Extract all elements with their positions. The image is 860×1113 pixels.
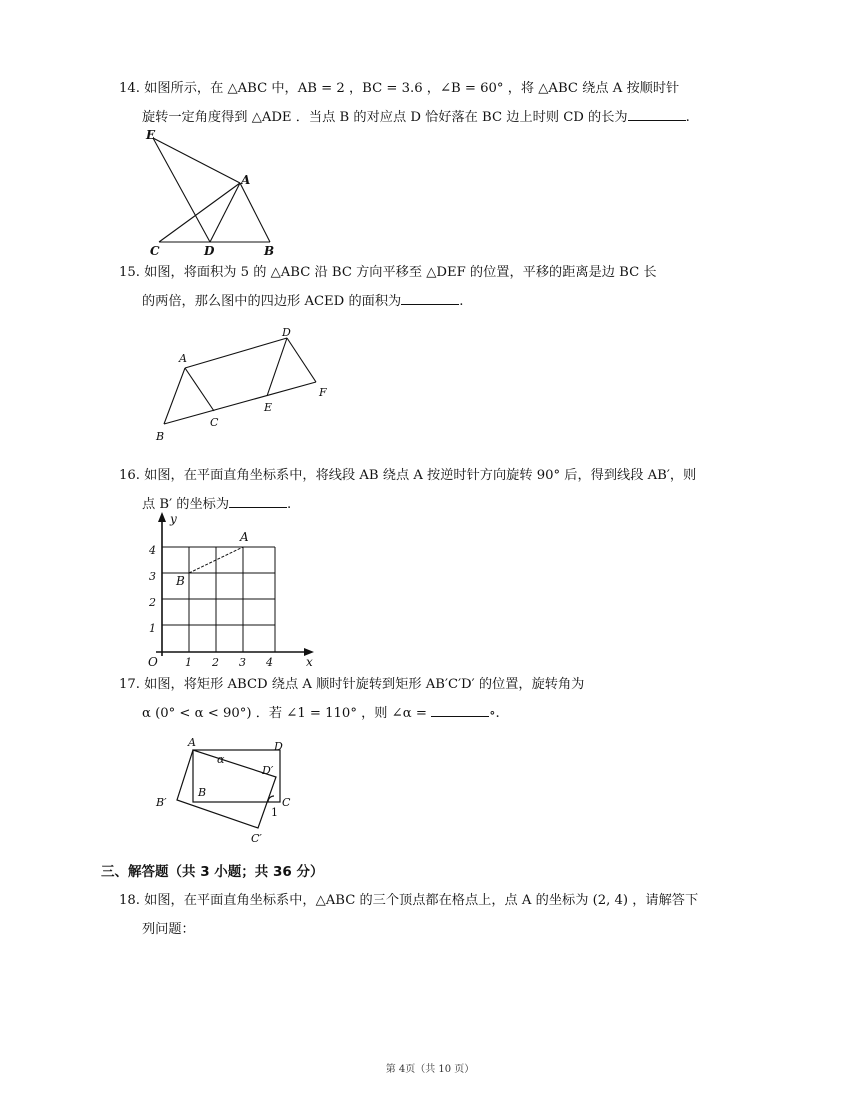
q17-label-b: B bbox=[198, 786, 207, 799]
q16-coordinate-grid bbox=[140, 508, 325, 673]
q16-y-axis-label: y bbox=[170, 512, 177, 526]
section-heading-answers: 三、解答题（共 3 小题；共 36 分） bbox=[101, 864, 324, 880]
q16-x-tick-2: 2 bbox=[212, 656, 219, 669]
q15-label-a: A bbox=[179, 352, 187, 365]
q14-label-b: B bbox=[264, 244, 275, 258]
q17-line-2-text: α (0° < α < 90°) ．若 ∠1 = 110° ，则 ∠α = bbox=[142, 706, 432, 721]
q16-y-tick-3: 3 bbox=[149, 570, 156, 583]
q15-label-c: C bbox=[210, 416, 219, 429]
q18-line-2: 列问题： bbox=[142, 922, 195, 937]
question-18 bbox=[119, 886, 764, 944]
q18-line-1: 18. 如图，在平面直角坐标系中，△ABC 的三个顶点都在格点上，点 A 的坐标为 (2, 4) ，请解答下 bbox=[119, 893, 699, 908]
q16-line-1: 16. 如图，在平面直角坐标系中，将线段 AB 绕点 A 按逆时针方向旋转 90° 后，得到线段 AB′，则 bbox=[119, 468, 697, 483]
q16-end: . bbox=[287, 497, 292, 512]
q16-y-tick-2: 2 bbox=[149, 596, 156, 609]
q16-y-tick-4: 4 bbox=[149, 544, 156, 557]
q16-origin-label: O bbox=[148, 655, 158, 669]
q17-answer-blank bbox=[431, 716, 489, 717]
q15-line-2-text: 的两倍，那么图中的四边形 ACED 的面积为 bbox=[142, 294, 402, 309]
q15-label-e: E bbox=[264, 401, 273, 414]
q14-end: . bbox=[685, 110, 690, 125]
q14-label-c: C bbox=[150, 244, 160, 258]
q15-label-f: F bbox=[319, 386, 327, 399]
q14-label-d: D bbox=[204, 244, 215, 258]
q17-line-1: 17. 如图，将矩形 ABCD 绕点 A 顺时针旋转到矩形 AB′C′D′ 的位置，旋转角为 bbox=[119, 677, 585, 692]
q15-end: . bbox=[459, 294, 464, 309]
q16-x-tick-3: 3 bbox=[239, 656, 246, 669]
question-15 bbox=[119, 258, 764, 316]
q15-figure bbox=[150, 320, 340, 445]
q16-label-a: A bbox=[240, 530, 249, 544]
q15-line-1: 15. 如图，将面积为 5 的 △ABC 沿 BC 方向平移至 △DEF 的位置，平移的距离是边 BC 长 bbox=[119, 265, 657, 280]
question-14 bbox=[119, 74, 764, 132]
q17-figure bbox=[150, 732, 310, 847]
q14-line-1: 14. 如图所示，在 △ABC 中，AB = 2 ，BC = 3.6 ，∠B = 60° ，将 △ABC 绕点 A 按顺时针 bbox=[119, 81, 680, 96]
q15-line-2 bbox=[119, 287, 764, 316]
q17-label-alpha: α bbox=[217, 753, 225, 766]
q16-y-tick-1: 1 bbox=[149, 622, 156, 635]
q17-line-2 bbox=[119, 699, 764, 728]
q17-label-c-prime: C′ bbox=[251, 832, 262, 845]
q15-label-d: D bbox=[282, 326, 291, 339]
q17-label-angle-1: 1 bbox=[271, 806, 278, 819]
question-17 bbox=[119, 670, 764, 728]
page-footer: 第 4页（共 10 页） bbox=[385, 1064, 475, 1075]
q15-label-b: B bbox=[156, 430, 165, 443]
q17-label-b-prime: B′ bbox=[156, 796, 167, 809]
q16-x-tick-4: 4 bbox=[266, 656, 273, 669]
q17-label-d: D bbox=[274, 740, 283, 753]
q14-line-2-text: 旋转一定角度得到 △ADE ．当点 B 的对应点 D 恰好落在 BC 边上时则 CD 的长为 bbox=[142, 110, 628, 125]
q14-label-a: A bbox=[241, 173, 251, 187]
q17-label-a: A bbox=[188, 736, 196, 749]
q14-figure bbox=[140, 125, 290, 260]
q17-label-d-prime: D′ bbox=[262, 764, 274, 777]
q17-end: ∘. bbox=[489, 706, 500, 721]
q16-line-2-text: 点 B′ 的坐标为 bbox=[142, 497, 230, 512]
q15-answer-blank bbox=[401, 304, 459, 305]
q16-label-b: B bbox=[176, 574, 185, 588]
q14-label-e: E bbox=[146, 128, 156, 142]
q17-label-c: C bbox=[282, 796, 291, 809]
q14-answer-blank bbox=[628, 120, 686, 121]
q16-x-tick-1: 1 bbox=[185, 656, 192, 669]
q16-x-axis-label: x bbox=[306, 655, 313, 669]
